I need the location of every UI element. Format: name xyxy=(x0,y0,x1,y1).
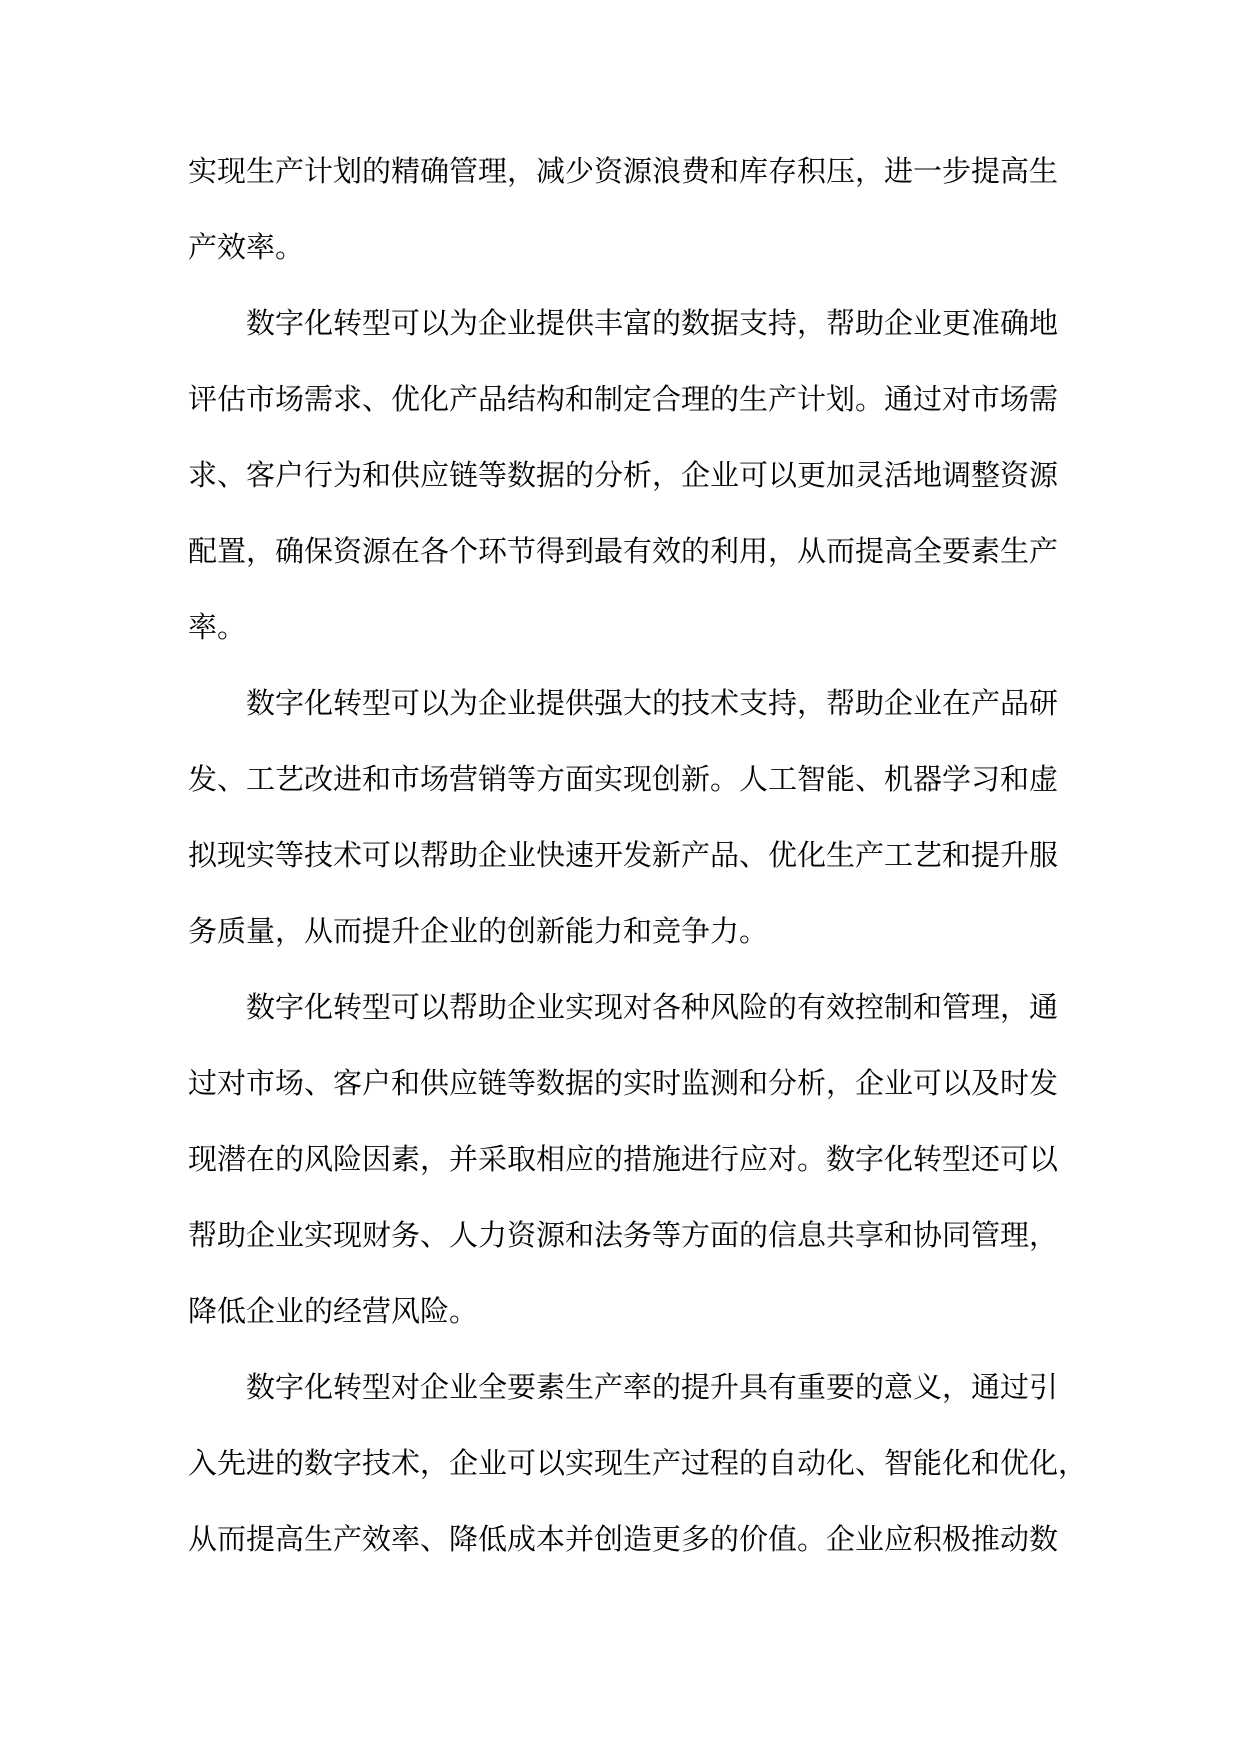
paragraph-3 xyxy=(188,665,1058,969)
paragraph-5 xyxy=(188,1349,1088,1577)
text-line: 实现生产计划的精确管理，减少资源浪费和库存积压，进一步提高生 xyxy=(188,154,1059,188)
paragraph-1 xyxy=(188,133,1058,285)
text-line: 入先进的数字技术，企业可以实现生产过程的自动化、智能化和优化， xyxy=(188,1446,1088,1480)
text-line: 数字化转型可以为企业提供丰富的数据支持，帮助企业更准确地 xyxy=(246,306,1059,340)
text-line: 评估市场需求、优化产品结构和制定合理的生产计划。通过对市场需 xyxy=(188,382,1059,416)
text-line: 现潜在的风险因素，并采取相应的措施进行应对。数字化转型还可以 xyxy=(188,1142,1059,1176)
text-line: 帮助企业实现财务、人力资源和法务等方面的信息共享和协同管理， xyxy=(188,1218,1059,1252)
text-line: 产效率。 xyxy=(188,230,305,264)
document-body xyxy=(188,133,1088,1577)
text-line: 发、工艺改进和市场营销等方面实现创新。人工智能、机器学习和虚 xyxy=(188,762,1059,796)
text-line: 降低企业的经营风险。 xyxy=(188,1294,479,1328)
text-line: 从而提高生产效率、降低成本并创造更多的价值。企业应积极推动数 xyxy=(188,1522,1059,1556)
text-line: 配置，确保资源在各个环节得到最有效的利用，从而提高全要素生产 xyxy=(188,534,1059,568)
text-line: 数字化转型可以为企业提供强大的技术支持，帮助企业在产品研 xyxy=(246,686,1059,720)
text-line: 拟现实等技术可以帮助企业快速开发新产品、优化生产工艺和提升服 xyxy=(188,838,1059,872)
text-line: 过对市场、客户和供应链等数据的实时监测和分析，企业可以及时发 xyxy=(188,1066,1059,1100)
paragraph-2 xyxy=(188,285,1058,665)
text-line: 数字化转型可以帮助企业实现对各种风险的有效控制和管理，通 xyxy=(246,990,1059,1024)
paragraph-4 xyxy=(188,969,1058,1349)
text-line: 率。 xyxy=(188,610,247,644)
text-line: 务质量，从而提升企业的创新能力和竞争力。 xyxy=(188,914,769,948)
text-line: 求、客户行为和供应链等数据的分析，企业可以更加灵活地调整资源 xyxy=(188,458,1059,492)
text-line: 数字化转型对企业全要素生产率的提升具有重要的意义，通过引 xyxy=(246,1370,1059,1404)
